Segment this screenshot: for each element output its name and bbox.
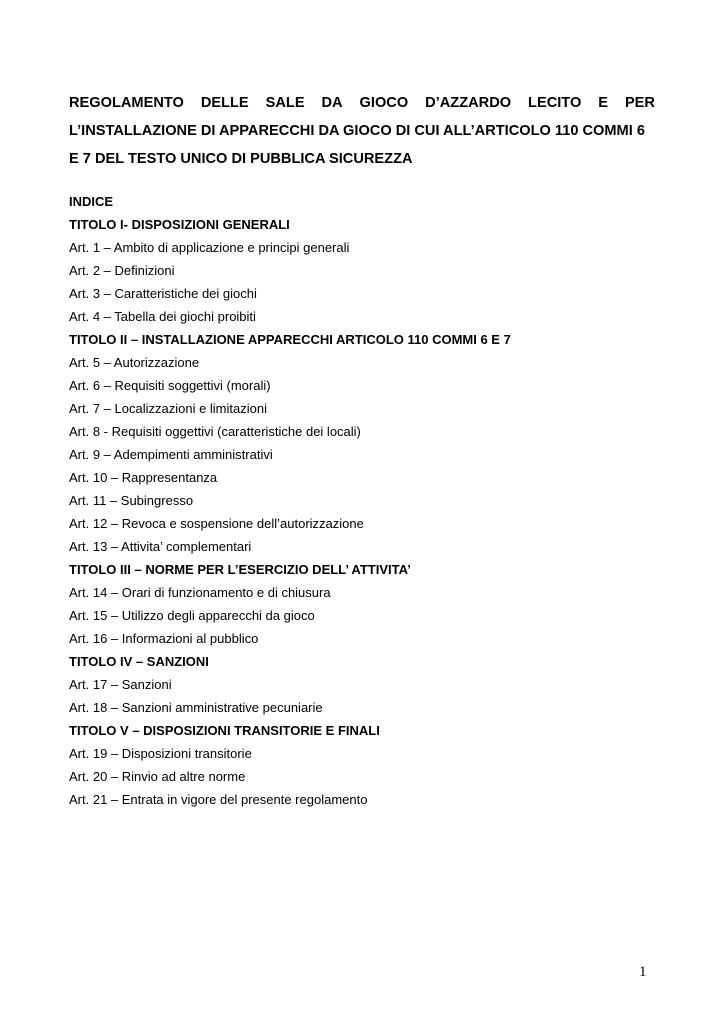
table-of-contents	[69, 190, 655, 811]
title-word: SALE	[265, 95, 305, 111]
toc-article-entry: Art. 12 – Revoca e sospensione dell’autorizzazione	[69, 516, 364, 531]
toc-article-entry: Art. 15 – Utilizzo degli apparecchi da gioco	[69, 608, 315, 623]
toc-article-entry: Art. 1 – Ambito di applicazione e principi generali	[69, 240, 350, 255]
toc-section-heading: TITOLO IV – SANZIONI	[69, 654, 209, 669]
title-word: REGOLAMENTO	[69, 95, 184, 111]
toc-article-entry: Art. 20 – Rinvio ad altre norme	[69, 769, 246, 784]
toc-article-entry: Art. 3 – Caratteristiche dei giochi	[69, 286, 257, 301]
toc-article-entry: Art. 19 – Disposizioni transitorie	[69, 746, 252, 761]
title-word: LECITO	[528, 95, 582, 111]
toc-article-entry: Art. 21 – Entrata in vigore del presente regolamento	[69, 792, 368, 807]
toc-article-entry: Art. 9 – Adempimenti amministrativi	[69, 447, 273, 462]
title-word: DA	[321, 95, 343, 111]
toc-article-entry: Art. 6 – Requisiti soggettivi (morali)	[69, 378, 271, 393]
toc-article-entry: Art. 14 – Orari di funzionamento e di chiusura	[69, 585, 331, 600]
document-title	[69, 89, 655, 173]
toc-entries	[69, 213, 655, 811]
title-word: E	[598, 95, 608, 111]
toc-article-entry: Art. 2 – Definizioni	[69, 263, 175, 278]
toc-article-entry: Art. 4 – Tabella dei giochi proibiti	[69, 309, 256, 324]
title-line-3: E 7 DEL TESTO UNICO DI PUBBLICA SICUREZZA	[69, 151, 413, 167]
title-line-2: L’INSTALLAZIONE DI APPARECCHI DA GIOCO DI CUI ALL’ARTICOLO 110 COMMI 6	[69, 123, 645, 139]
toc-section-heading: TITOLO III – NORME PER L’ESERCIZIO DELL’ ATTIVITA’	[69, 562, 411, 577]
toc-article-entry: Art. 17 – Sanzioni	[69, 677, 172, 692]
toc-section-heading: TITOLO V – DISPOSIZIONI TRANSITORIE E FINALI	[69, 723, 380, 738]
title-line-1	[69, 89, 655, 117]
toc-article-entry: Art. 16 – Informazioni al pubblico	[69, 631, 259, 646]
title-word: GIOCO	[359, 95, 409, 111]
toc-article-entry: Art. 11 – Subingresso	[69, 493, 194, 508]
title-word: DELLE	[200, 95, 249, 111]
toc-article-entry: Art. 10 – Rappresentanza	[69, 470, 218, 485]
toc-article-entry: Art. 8 - Requisiti oggettivi (caratteristiche dei locali)	[69, 424, 361, 439]
toc-article-entry: Art. 13 – Attivita’ complementari	[69, 539, 252, 554]
title-word: PER	[624, 95, 655, 111]
index-heading: INDICE	[69, 194, 114, 209]
toc-article-entry: Art. 5 – Autorizzazione	[69, 355, 200, 370]
title-word: D’AZZARDO	[425, 95, 512, 111]
page-number: 1	[639, 964, 647, 980]
toc-section-heading: TITOLO I- DISPOSIZIONI GENERALI	[69, 217, 290, 232]
toc-article-entry: Art. 7 – Localizzazioni e limitazioni	[69, 401, 267, 416]
toc-section-heading: TITOLO II – INSTALLAZIONE APPARECCHI ARTICOLO 110 COMMI 6 E 7	[69, 332, 511, 347]
toc-article-entry: Art. 18 – Sanzioni amministrative pecuniarie	[69, 700, 323, 715]
